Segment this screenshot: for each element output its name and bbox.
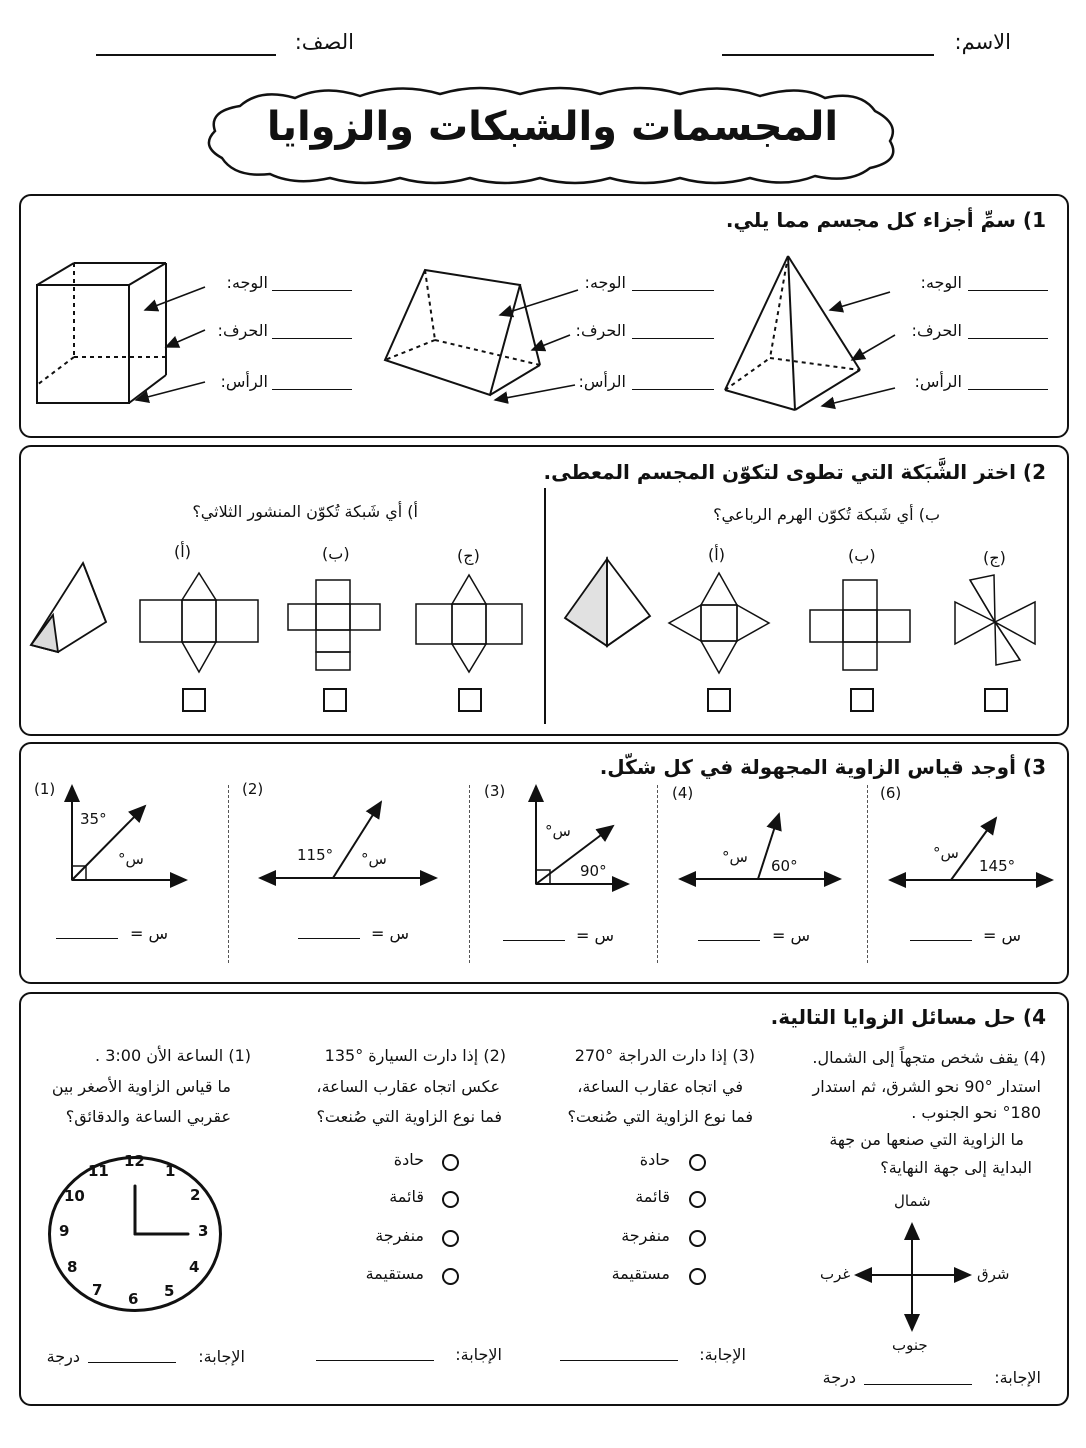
compass-west: غرب — [820, 1265, 851, 1283]
q2-prompt: 2) اختر الشَّبَكة التي تطوى لتكوّن المجسم المعطى. — [543, 460, 1046, 484]
q4p2-line3: فما نوع الزاوية التي صُنعت؟ — [316, 1107, 502, 1126]
clock-5: 5 — [164, 1282, 175, 1300]
q3-fig3-number: (3) — [484, 782, 506, 800]
q4p3-option-acute: حادة — [639, 1150, 670, 1169]
q3-fig5-number: (6) — [880, 784, 902, 802]
q3-fig4-answer-label: س = — [771, 926, 810, 945]
q2b-option-c-label: (ج) — [983, 548, 1006, 567]
q3-prompt: 3) أوجد قياس الزاوية المجهولة في كل شكّل. — [599, 755, 1046, 779]
clock-7: 7 — [92, 1281, 103, 1299]
q4p4-unit: درجة — [822, 1368, 856, 1387]
q3-fig2-answer-label: س = — [370, 924, 409, 943]
q3-fig3-angle: 90° — [580, 862, 607, 880]
q4p4-line4: ما الزاوية التي صنعها من جهة — [829, 1130, 1024, 1149]
cube-face-label: الوجه: — [226, 273, 268, 292]
clock-11: 11 — [88, 1162, 109, 1180]
prism-face-label: الوجه: — [584, 273, 626, 292]
q3-fig2-number: (2) — [242, 780, 264, 798]
q3-fig1-number: (1) — [34, 780, 56, 798]
q3-fig5-angle: 145° — [979, 857, 1016, 875]
q4p3-line3: فما نوع الزاوية التي صُنعت؟ — [567, 1107, 753, 1126]
q4p3-line2: في اتجاه عقارب الساعة، — [577, 1077, 743, 1096]
name-label: الاسم: — [954, 30, 1011, 54]
q4p3-option-obtuse: منفرجة — [621, 1226, 670, 1245]
q4p4-answer-field[interactable] — [864, 1384, 972, 1385]
q3-fig4-angle: 60° — [771, 857, 798, 875]
compass-north: شمال — [894, 1192, 931, 1210]
q3-fig5-answer-label: س = — [982, 926, 1021, 945]
q2b-option-a-label: (أ) — [708, 545, 725, 564]
q3-fig3-answer-label: س = — [575, 926, 614, 945]
q2-part-b-prompt: ب) أي شَبكة تُكوّن الهرم الرباعي؟ — [713, 505, 940, 524]
q2a-option-a-label: (أ) — [174, 542, 191, 561]
q2-part-a-prompt: أ) أي شَبكة تُكوّن المنشور الثلاثي؟ — [192, 502, 418, 521]
q4p1-line2: ما قياس الزاوية الأصغر بين — [51, 1077, 231, 1096]
q4p4-line3: °180 نحو الجنوب . — [911, 1103, 1041, 1122]
q4p1-line3: عقربي الساعة والدقائق؟ — [65, 1107, 231, 1126]
q3-fig3-var: س° — [545, 822, 571, 840]
cube-vertex-label: الرأس: — [220, 372, 268, 391]
cube-edge-label: الحرف: — [217, 321, 268, 340]
prism-edge-label: الحرف: — [575, 321, 626, 340]
q4p3-line1: (3) إذا دارت الدراجة °270 — [574, 1046, 755, 1065]
q3-fig1-var: س° — [118, 850, 144, 868]
q4p4-line5: البداية إلى جهة النهاية؟ — [880, 1158, 1032, 1177]
q4p1-line1: (1) الساعة الأن 3:00 . — [95, 1046, 251, 1065]
clock-10: 10 — [64, 1187, 85, 1205]
compass-east: شرق — [977, 1265, 1010, 1283]
pyramid-edge-label: الحرف: — [911, 321, 962, 340]
q4p1-unit: درجة — [46, 1347, 80, 1366]
q3-fig4-var: س° — [722, 848, 748, 866]
q4p2-option-acute: حادة — [393, 1150, 424, 1169]
q3-fig2-var: س° — [361, 850, 387, 868]
q1-prompt: 1) سمِّ أجزاء كل مجسم مما يلي. — [725, 208, 1046, 232]
clock-12: 12 — [124, 1152, 145, 1170]
q4-prompt: 4) حل مسائل الزوايا التالية. — [770, 1005, 1046, 1029]
q4p2-line1: (2) إذا دارت السيارة °135 — [324, 1046, 506, 1065]
q4p2-option-obtuse: منفرجة — [375, 1226, 424, 1245]
q4p2-option-right: قائمة — [389, 1187, 424, 1206]
q3-fig5-var: س° — [933, 844, 959, 862]
clock-9: 9 — [59, 1222, 70, 1240]
q3-fig4-number: (4) — [672, 784, 694, 802]
pyramid-vertex-label: الرأس: — [914, 372, 962, 391]
q2b-option-b-label: (ب) — [848, 546, 876, 565]
q3-fig1-angle: 35° — [80, 810, 107, 828]
clock-3: 3 — [198, 1222, 209, 1240]
q3-fig1-answer-label: س = — [129, 924, 168, 943]
q4p4-answer-label: الإجابة: — [994, 1368, 1041, 1387]
clock-2: 2 — [190, 1186, 201, 1204]
q4p3-option-straight: مستقيمة — [611, 1264, 670, 1283]
page-title: المجسمات والشبكات والزوايا — [266, 104, 839, 150]
q4p2-answer-label: الإجابة: — [455, 1345, 502, 1364]
q4p1-answer-label: الإجابة: — [198, 1347, 245, 1366]
clock-8: 8 — [67, 1258, 78, 1276]
compass-south: جنوب — [892, 1336, 928, 1354]
q4p3-answer-label: الإجابة: — [699, 1345, 746, 1364]
clock-1: 1 — [165, 1162, 176, 1180]
q4p4-line2: استدار °90 نحو الشرق، ثم استدار — [812, 1077, 1041, 1096]
q4p2-option-straight: مستقيمة — [365, 1264, 424, 1283]
clock-4: 4 — [189, 1258, 200, 1276]
q4p4-line1: (4) يقف شخص متجهاً إلى الشمال. — [812, 1048, 1046, 1067]
class-label: الصف: — [294, 30, 354, 54]
pyramid-face-label: الوجه: — [920, 273, 962, 292]
clock-6: 6 — [128, 1290, 139, 1308]
q2a-option-b-label: (ب) — [322, 544, 350, 563]
q3-fig2-angle: 115° — [297, 846, 334, 864]
q4p2-line2: عكس اتجاه عقارب الساعة، — [316, 1077, 500, 1096]
q2a-option-c-label: (ج) — [457, 546, 480, 565]
q4p3-option-right: قائمة — [635, 1187, 670, 1206]
prism-vertex-label: الرأس: — [578, 372, 626, 391]
